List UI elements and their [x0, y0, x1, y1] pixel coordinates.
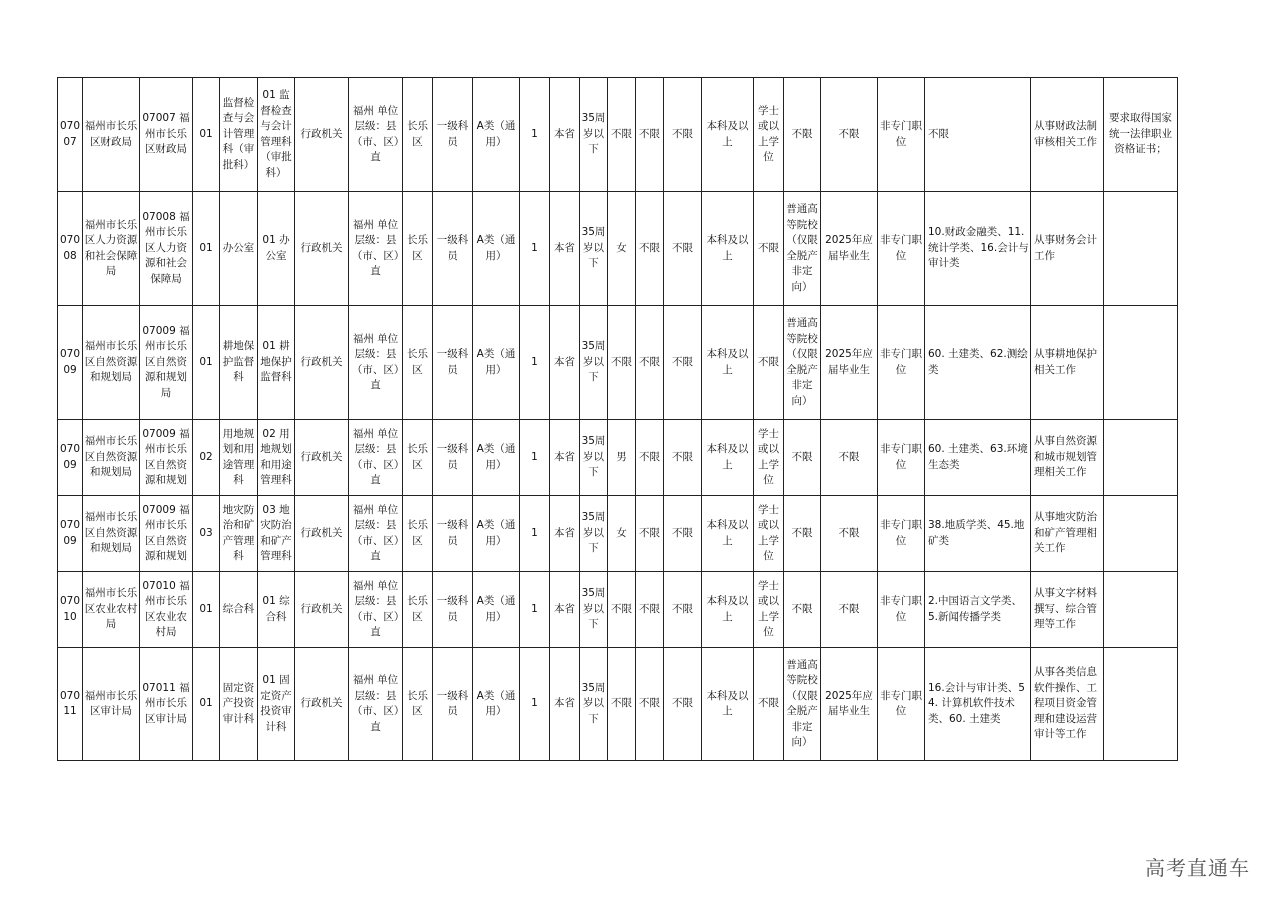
cell-unit-code-name: 07010 福州市长乐区农业农村局	[140, 572, 193, 648]
cell-position-code-name: 01 固定资产投资审计科	[258, 648, 295, 761]
cell-work-location: 长乐区	[403, 306, 433, 420]
cell-position-name: 办公室	[220, 192, 258, 306]
cell-recruiting-unit: 福州市长乐区农业农村局	[83, 572, 140, 648]
cell-unit-level: 福州 单位层级：县（市、区）直	[349, 572, 403, 648]
cell-household-scope: 本省	[550, 572, 580, 648]
cell-position-name: 监督检查与会计管理科（审批科）	[220, 78, 258, 192]
cell-degree: 不限	[754, 192, 784, 306]
cell-degree: 学士或以上学位	[754, 420, 784, 496]
cell-position-number: 01	[193, 192, 220, 306]
cell-headcount: 1	[520, 496, 550, 572]
cell-age-limit: 35周岁以下	[580, 78, 608, 192]
cell-position-name: 综合科	[220, 572, 258, 648]
cell-major: 60. 土建类、62.测绘类	[925, 306, 1031, 420]
cell-position-name: 固定资产投资审计科	[220, 648, 258, 761]
cell-remarks	[1104, 572, 1178, 648]
cell-education: 本科及以上	[702, 306, 754, 420]
watermark-text: 高考直通车	[1145, 856, 1250, 880]
cell-political-status: 不限	[664, 78, 702, 192]
cell-exam-category: A类（通用）	[473, 572, 520, 648]
cell-position-code-name: 01 办公室	[258, 192, 295, 306]
cell-unit-code-name: 07009 福州市长乐区自然资源和规划局	[140, 306, 193, 420]
cell-unit-code-name: 07009 福州市长乐区自然资源和规划	[140, 420, 193, 496]
cell-unit-code-name: 07009 福州市长乐区自然资源和规划	[140, 496, 193, 572]
cell-gender: 女	[608, 192, 636, 306]
cell-household-scope: 本省	[550, 496, 580, 572]
cell-education: 本科及以上	[702, 192, 754, 306]
cell-exam-category: A类（通用）	[473, 192, 520, 306]
cell-headcount: 1	[520, 78, 550, 192]
recruitment-table	[57, 77, 1178, 761]
cell-age-limit: 35周岁以下	[580, 648, 608, 761]
cell-position-code-name: 01 监督检查与会计管理科（审批科）	[258, 78, 295, 192]
cell-applicant-type: 不限	[821, 420, 878, 496]
cell-gender: 不限	[608, 572, 636, 648]
cell-political-status: 不限	[664, 496, 702, 572]
cell-job-duties: 从事财政法制审核相关工作	[1031, 78, 1104, 192]
cell-age-limit: 35周岁以下	[580, 420, 608, 496]
cell-remarks	[1104, 192, 1178, 306]
cell-work-location: 长乐区	[403, 78, 433, 192]
cell-work-location: 长乐区	[403, 648, 433, 761]
cell-political-status: 不限	[664, 192, 702, 306]
table-row	[58, 648, 1178, 761]
cell-unit-code-name: 07011 福州市长乐区审计局	[140, 648, 193, 761]
cell-position-level: 一级科员	[433, 572, 473, 648]
cell-major: 不限	[925, 78, 1031, 192]
cell-position-code: 07010	[58, 572, 83, 648]
cell-school-type: 普通高等院校（仅限全脱产非定向）	[784, 306, 821, 420]
cell-applicant-type: 2025年应届毕业生	[821, 306, 878, 420]
cell-recruiting-unit: 福州市长乐区审计局	[83, 648, 140, 761]
cell-exam-category: A类（通用）	[473, 306, 520, 420]
cell-major: 10.财政金融类、11.统计学类、16.会计与审计类	[925, 192, 1031, 306]
cell-political-status: 不限	[664, 648, 702, 761]
cell-position-code-name: 01 综合科	[258, 572, 295, 648]
table-row	[58, 420, 1178, 496]
cell-gender: 不限	[608, 78, 636, 192]
cell-applicant-type: 不限	[821, 496, 878, 572]
cell-work-location: 长乐区	[403, 192, 433, 306]
cell-job-duties: 从事财务会计工作	[1031, 192, 1104, 306]
cell-recruiting-unit: 福州市长乐区自然资源和规划局	[83, 420, 140, 496]
cell-remarks	[1104, 648, 1178, 761]
cell-ethnicity: 不限	[636, 648, 664, 761]
cell-political-status: 不限	[664, 572, 702, 648]
cell-position-level: 一级科员	[433, 496, 473, 572]
cell-position-type: 非专门职位	[878, 420, 925, 496]
cell-applicant-type: 不限	[821, 78, 878, 192]
cell-education: 本科及以上	[702, 648, 754, 761]
cell-political-status: 不限	[664, 420, 702, 496]
cell-position-type: 非专门职位	[878, 648, 925, 761]
cell-headcount: 1	[520, 648, 550, 761]
cell-position-number: 01	[193, 78, 220, 192]
cell-education: 本科及以上	[702, 78, 754, 192]
cell-position-type: 非专门职位	[878, 192, 925, 306]
cell-position-level: 一级科员	[433, 192, 473, 306]
cell-education: 本科及以上	[702, 420, 754, 496]
cell-unit-level: 福州 单位层级：县（市、区）直	[349, 192, 403, 306]
cell-headcount: 1	[520, 192, 550, 306]
table-row	[58, 192, 1178, 306]
table-row	[58, 496, 1178, 572]
cell-unit-code-name: 07008 福州市长乐区人力资源和社会保障局	[140, 192, 193, 306]
cell-political-status: 不限	[664, 306, 702, 420]
cell-position-code: 07009	[58, 496, 83, 572]
cell-major: 16.会计与审计类、54. 计算机软件技术类、60. 土建类	[925, 648, 1031, 761]
cell-household-scope: 本省	[550, 78, 580, 192]
cell-position-code-name: 03 地灾防治和矿产管理科	[258, 496, 295, 572]
cell-ethnicity: 不限	[636, 572, 664, 648]
cell-household-scope: 本省	[550, 306, 580, 420]
cell-job-duties: 从事耕地保护相关工作	[1031, 306, 1104, 420]
cell-gender: 不限	[608, 648, 636, 761]
cell-ethnicity: 不限	[636, 496, 664, 572]
cell-major: 60. 土建类、63.环境生态类	[925, 420, 1031, 496]
cell-position-level: 一级科员	[433, 648, 473, 761]
cell-position-number: 01	[193, 572, 220, 648]
cell-school-type: 普通高等院校（仅限全脱产非定向）	[784, 648, 821, 761]
cell-unit-nature: 行政机关	[295, 78, 349, 192]
cell-work-location: 长乐区	[403, 496, 433, 572]
cell-work-location: 长乐区	[403, 420, 433, 496]
cell-ethnicity: 不限	[636, 192, 664, 306]
cell-unit-level: 福州 单位层级：县（市、区）直	[349, 78, 403, 192]
cell-remarks	[1104, 420, 1178, 496]
cell-job-duties: 从事文字材料撰写、综合管理等工作	[1031, 572, 1104, 648]
cell-gender: 女	[608, 496, 636, 572]
cell-age-limit: 35周岁以下	[580, 572, 608, 648]
cell-unit-level: 福州 单位层级：县（市、区）直	[349, 306, 403, 420]
cell-school-type: 不限	[784, 572, 821, 648]
cell-gender: 男	[608, 420, 636, 496]
cell-school-type: 不限	[784, 420, 821, 496]
cell-headcount: 1	[520, 420, 550, 496]
cell-age-limit: 35周岁以下	[580, 306, 608, 420]
cell-job-duties: 从事自然资源和城市规划管理相关工作	[1031, 420, 1104, 496]
cell-age-limit: 35周岁以下	[580, 496, 608, 572]
cell-major: 38.地质学类、45.地矿类	[925, 496, 1031, 572]
cell-position-name: 耕地保护监督科	[220, 306, 258, 420]
cell-remarks: 要求取得国家统一法律职业资格证书；	[1104, 78, 1178, 192]
cell-applicant-type: 2025年应届毕业生	[821, 648, 878, 761]
cell-ethnicity: 不限	[636, 420, 664, 496]
cell-work-location: 长乐区	[403, 572, 433, 648]
cell-position-code: 07007	[58, 78, 83, 192]
cell-unit-level: 福州 单位层级：县（市、区）直	[349, 496, 403, 572]
cell-school-type: 普通高等院校（仅限全脱产非定向）	[784, 192, 821, 306]
cell-unit-nature: 行政机关	[295, 306, 349, 420]
cell-position-code-name: 01 耕地保护监督科	[258, 306, 295, 420]
cell-position-name: 用地规划和用途管理科	[220, 420, 258, 496]
cell-applicant-type: 不限	[821, 572, 878, 648]
cell-education: 本科及以上	[702, 496, 754, 572]
cell-unit-nature: 行政机关	[295, 648, 349, 761]
cell-exam-category: A类（通用）	[473, 78, 520, 192]
cell-remarks	[1104, 306, 1178, 420]
cell-headcount: 1	[520, 306, 550, 420]
cell-degree: 不限	[754, 306, 784, 420]
cell-degree: 学士或以上学位	[754, 78, 784, 192]
cell-position-code-name: 02 用地规划和用途管理科	[258, 420, 295, 496]
cell-recruiting-unit: 福州市长乐区财政局	[83, 78, 140, 192]
cell-position-type: 非专门职位	[878, 572, 925, 648]
cell-unit-level: 福州 单位层级：县（市、区）直	[349, 420, 403, 496]
cell-degree: 学士或以上学位	[754, 496, 784, 572]
table-row	[58, 78, 1178, 192]
cell-exam-category: A类（通用）	[473, 496, 520, 572]
table-row	[58, 306, 1178, 420]
cell-ethnicity: 不限	[636, 78, 664, 192]
cell-position-number: 01	[193, 648, 220, 761]
cell-position-number: 03	[193, 496, 220, 572]
cell-recruiting-unit: 福州市长乐区人力资源和社会保障局	[83, 192, 140, 306]
cell-position-level: 一级科员	[433, 306, 473, 420]
cell-remarks	[1104, 496, 1178, 572]
cell-position-type: 非专门职位	[878, 306, 925, 420]
cell-position-code: 07009	[58, 306, 83, 420]
cell-degree: 学士或以上学位	[754, 572, 784, 648]
cell-position-type: 非专门职位	[878, 78, 925, 192]
cell-position-code: 07009	[58, 420, 83, 496]
cell-position-number: 01	[193, 306, 220, 420]
cell-degree: 不限	[754, 648, 784, 761]
cell-position-level: 一级科员	[433, 78, 473, 192]
cell-school-type: 不限	[784, 496, 821, 572]
cell-recruiting-unit: 福州市长乐区自然资源和规划局	[83, 306, 140, 420]
cell-household-scope: 本省	[550, 648, 580, 761]
cell-unit-nature: 行政机关	[295, 496, 349, 572]
cell-school-type: 不限	[784, 78, 821, 192]
cell-position-code: 07011	[58, 648, 83, 761]
cell-exam-category: A类（通用）	[473, 420, 520, 496]
cell-major: 2.中国语言文学类、5.新闻传播学类	[925, 572, 1031, 648]
cell-gender: 不限	[608, 306, 636, 420]
cell-position-code: 07008	[58, 192, 83, 306]
cell-exam-category: A类（通用）	[473, 648, 520, 761]
cell-age-limit: 35周岁以下	[580, 192, 608, 306]
cell-applicant-type: 2025年应届毕业生	[821, 192, 878, 306]
cell-position-level: 一级科员	[433, 420, 473, 496]
cell-household-scope: 本省	[550, 420, 580, 496]
cell-household-scope: 本省	[550, 192, 580, 306]
cell-education: 本科及以上	[702, 572, 754, 648]
cell-job-duties: 从事地灾防治和矿产管理相关工作	[1031, 496, 1104, 572]
cell-recruiting-unit: 福州市长乐区自然资源和规划局	[83, 496, 140, 572]
cell-position-name: 地灾防治和矿产管理科	[220, 496, 258, 572]
cell-unit-level: 福州 单位层级：县（市、区）直	[349, 648, 403, 761]
cell-unit-nature: 行政机关	[295, 420, 349, 496]
cell-unit-code-name: 07007 福州市长乐区财政局	[140, 78, 193, 192]
cell-headcount: 1	[520, 572, 550, 648]
cell-position-number: 02	[193, 420, 220, 496]
cell-unit-nature: 行政机关	[295, 192, 349, 306]
table-row	[58, 572, 1178, 648]
cell-unit-nature: 行政机关	[295, 572, 349, 648]
cell-ethnicity: 不限	[636, 306, 664, 420]
cell-position-type: 非专门职位	[878, 496, 925, 572]
cell-job-duties: 从事各类信息软件操作、工程项目资金管理和建设运营审计等工作	[1031, 648, 1104, 761]
